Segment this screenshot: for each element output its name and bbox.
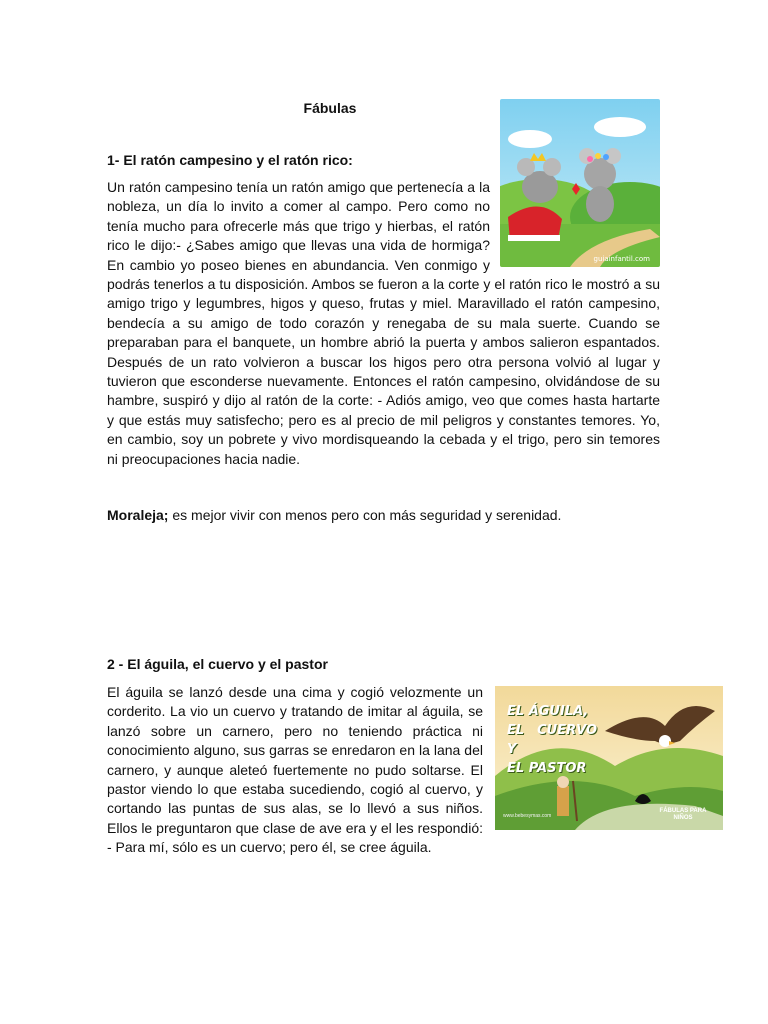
fable-1-paragraph	[107, 178, 660, 469]
moral-label: Moraleja;	[107, 507, 169, 523]
image-url-text: www.bebesymas.com	[503, 812, 552, 819]
fable-1-heading: 1- El ratón campesino y el ratón rico:	[107, 152, 353, 168]
mice-image	[500, 99, 660, 267]
image-credit: guiainfantil.com	[593, 255, 650, 263]
fable-2-paragraph	[107, 683, 723, 858]
image-title	[507, 702, 597, 778]
fable-1-body-text: Un ratón campesino tenía un ratón amigo que pertenecía a la nobleza, un día lo invito a comer al campo. Pero como no tenía mucho para ofrecerle más que trigo y hierbas, el ratón rico le dijo:- ¿Sabes amigo que llevas una vida de hormiga? En cambio yo poseo bienes en abundancia. Ven conmigo y podrás tenerlos a tu disposición. Ambos se fueron a la corte y el ratón rico le mostró a su amigo trigo y legumbres, higos y queso, frutas y miel. Maravillado el ratón campesino, bendecía a su amigo de todo corazón y renegaba de su mala suerte. Cuando se preparaban para el banquete, un hombre abrió la puerta y ambos salieron espantados. Después de un rato volvieron a buscar los higos pero otra persona volvió al lugar y tuvieron que esconderse nuevamente. Entonces el ratón campesino, olvidándose de su hambre, suspiró y dijo al ratón de la corte: - Adiós amigo, veo que comes hasta hartarte y que estás muy satisfecho; pero es al precio de mil peligros y constantes temores. Yo, en cambio, soy un pobrete y vivo mordisqueando la cebada y el trigo, pero sin temores ni preocupaciones hacia nadie.	[107, 179, 660, 467]
moral-line	[107, 507, 561, 523]
image-title-line-2: EL CUERVO Y	[507, 723, 597, 757]
fable-2-heading: 2 - El águila, el cuervo y el pastor	[107, 656, 328, 672]
image-logo: FÁBULAS PARA NIÑOS	[659, 808, 707, 821]
document-title: Fábulas	[303, 100, 357, 116]
image-title-line-3: EL PASTOR	[507, 761, 587, 776]
moral-text: es mejor vivir con menos pero con más seguridad y serenidad.	[168, 507, 562, 523]
mouse-illustration	[490, 99, 660, 267]
fable-2-body-text: El águila se lanzó desde una cima y cogió velozmente un corderito. La vio un cuervo y tratando de imitar al águila, se lanzó sobre un carnero, pero no teniendo práctica ni conocimiento alguno, sus garras se enredaron en la lana del carnero, y aunque aleteó fuertemente no pudo soltarse. El pastor viendo lo que estaba sucediendo, cogió al cuervo, y cortando las puntas de sus alas, se lo llevó a sus niños. Ellos le preguntaron que clase de ave era y el les respondió: - Para mí, sólo es un cuervo; pero él, se cree águila.	[107, 684, 483, 856]
eagle-illustration	[483, 686, 723, 830]
image-title-line-1: EL ÁGUILA,	[507, 704, 589, 719]
